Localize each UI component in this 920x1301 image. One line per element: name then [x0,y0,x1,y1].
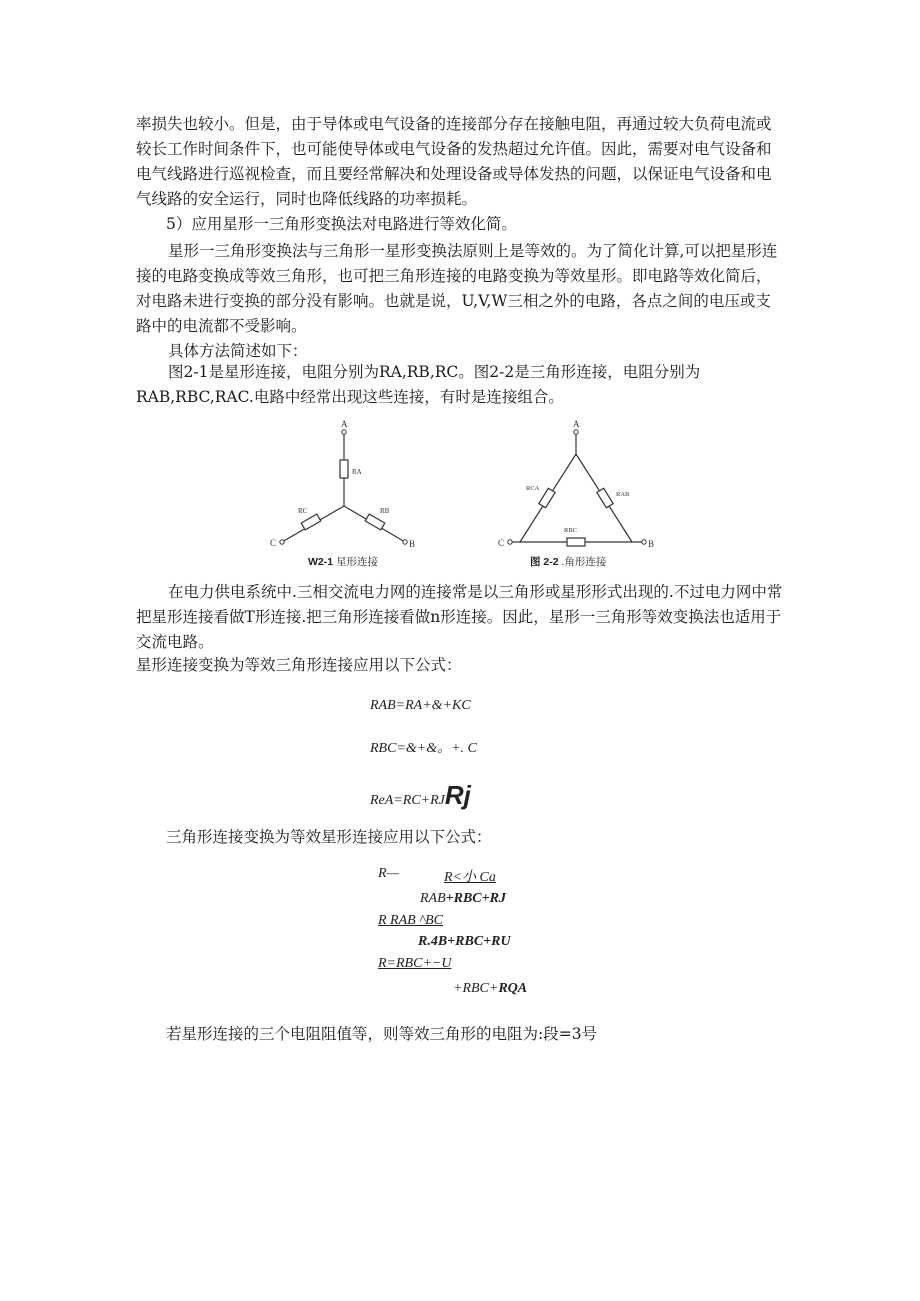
formula-rca [370,780,471,811]
paragraph-equal-resistors: 若星形连接的三个电阻阻值等，则等效三角形的电阻为:段=3号 [166,1025,598,1043]
label-b: B [409,539,416,549]
formula-rbc: RBC=&+&。+. C [370,741,477,756]
label-ra: RA [352,468,362,476]
formula-r1-den-b: +RBC+RJ [445,891,506,906]
label-c: C [270,538,277,548]
formula-rca-large: Rj [444,780,471,810]
star-caption-text: 星形连接 [336,556,379,568]
formula-r1-numerator: R<小 Ca [444,870,496,885]
resistor-rbc [567,538,585,546]
formula-r1-denominator [420,891,506,907]
delta-label-c: C [498,538,505,548]
paragraph-power-system: 在电力供电系统中.三相交流电力网的连接常是以三角形或星形形式出现的.不过电力网中常把星形连接看做T形连接.把三角形连接看做n形连接。因此，星形一三角形等效变换法也适用于交流电路。 [136,583,783,651]
star-connection-diagram [262,419,416,555]
delta-caption-text: .角形连接 [561,556,607,568]
delta-label-b: B [648,539,655,549]
formula-r1-den-a: RAB [420,891,446,906]
formula-r2-denominator: R.4B+RBC+RU [418,934,511,949]
delta-caption [530,554,606,569]
paragraph-delta-to-star: 三角形连接变换为等效星形连接应用以下公式： [166,828,492,846]
star-caption-number: W2-1 [308,556,334,568]
star-caption [308,554,378,569]
formula-r2-numerator: R RAB ^BC [378,913,444,928]
resistor-rc [301,514,321,530]
node-c [280,540,284,544]
label-rb: RB [380,507,390,515]
label-rc: RC [298,507,308,515]
resistor-rab [597,488,613,508]
paragraph-method-intro: 具体方法简述如下： [168,342,308,360]
formula-rab: RAB=RA+&+KC [370,698,471,713]
formula-rca-left: ReA=RC+RJ [370,793,445,808]
formula-r3-numerator: R=RBC+−U [378,956,452,971]
formula-r3-den-b: RQA [498,981,528,996]
paragraph-power-loss: 率损失也较小。但是，由于导体或电气设备的连接部分存在接触电阻，再通过较大负荷电流或较长工作时间条件下，也可能使导体或电气设备的发热超过允许值。因此，需要对电气设备和电气线路进行巡视检查，而且要经常解决和处理设备或导体发热的问题，以保证电气设备和电气线路的安全运行，同时也降低线路的功率损耗。 [136,115,772,208]
delta-node-b [642,540,646,544]
node-b [403,540,407,544]
resistor-ra [340,460,348,478]
node-a [342,430,346,434]
paragraph-step-5: 5）应用星形一三角形变换法对电路进行等效化简。 [166,215,517,233]
paragraph-equivalence: 星形一三角形变换法与三角形一星形变换法原则上是等效的。为了简化计算,可以把星形连接的电路变换成等效三角形，也可把三角形连接的电路变换为等效星形。即电路等效化简后，对电路未进行变换的部分没有影响。也就是说，U,V,W三相之外的电路，各点之间的电压或支路中的电流都不受影响。 [136,242,778,335]
formula-r3-den-a: +RBC+ [453,981,499,996]
resistor-rca [539,488,555,508]
delta-caption-number: 图 2-2 [530,556,559,568]
delta-connection-diagram [492,420,667,555]
formula-r3-denominator [453,981,527,997]
paragraph-figure-intro: 图2-1是星形连接，电阻分别为RA,RB,RC。图2-2是三角形连接，电阻分别为RAB,RBC,RAC.电路中经常出现这些连接，有时是连接组合。 [136,363,701,406]
delta-node-a [574,430,578,434]
label-rab: RAB [616,491,630,498]
delta-node-c [508,540,512,544]
resistor-rb [365,514,385,530]
paragraph-star-to-delta: 星形连接变换为等效三角形连接应用以下公式： [136,656,462,674]
label-rbc: RBC [564,527,578,534]
delta-label-a: A [573,419,580,429]
label-rca: RCA [526,485,540,492]
formula-r1-left: R— [378,866,399,881]
label-a: A [341,419,348,429]
